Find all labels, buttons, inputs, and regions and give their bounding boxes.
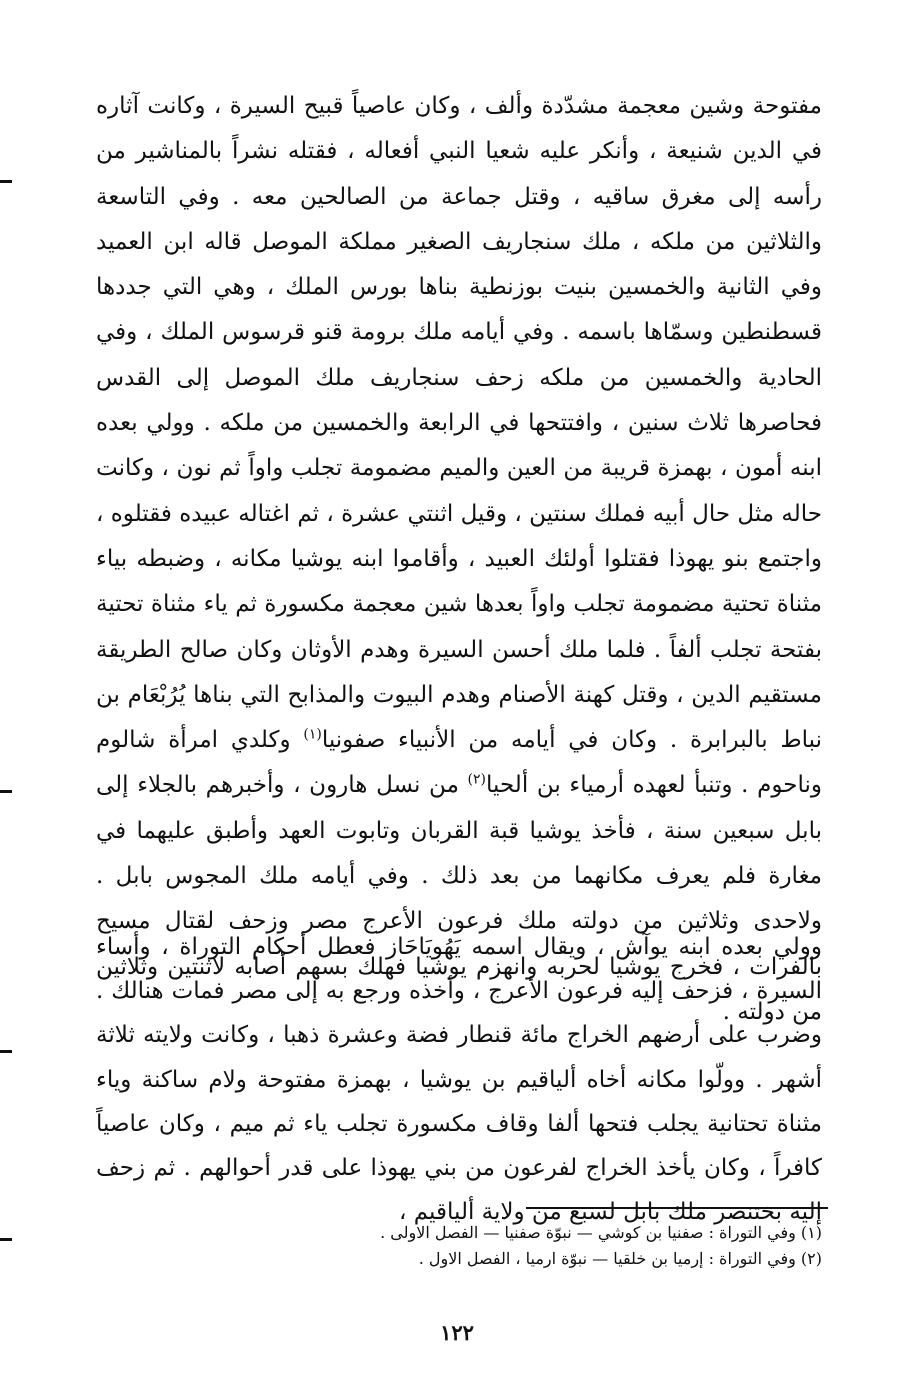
paragraph-2-text: وولي بعده ابنه يوآش ، ويقال اسمه يَهُويَاحَاز فعطل أحكام التوراة ، وأساء السيرة ، فزحف إليه فرعون الأعرج ، وأخذه ورجع به إلى مصر فمات هنالك . وضرب على أرضهم الخراج مائة قنطار فضة وعشرة ذهبا ، وكانت ولايته ثلاثة أشهر . وولّوا مكانه أخاه ألياقيم بن يوشيا ، بهمزة مفتوحة ولام ساكنة وياء مثناة تحتانية يجلب فتحها ألفا وقاف مكسورة تجلب ياء ثم ميم ، وكان عاصياً كافراً ، وكان يأخذ الخراج لفرعون من بني يهوذا على قدر أحوالهم . ثم زحف إليه بختنصر ملك بابل لسبع من ولاية ألياقيم ، <box>96 934 822 1226</box>
footnote-separator-rule <box>526 1207 828 1209</box>
page-number: ١٢٢ <box>440 1320 474 1345</box>
paragraph-1-text-b: وكلدي امرأة شالوم وناحوم . وتنبأ لعهده أرمياء بن ألحيا <box>96 727 822 799</box>
margin-mark <box>0 1238 12 1241</box>
paragraph-1-text-c: من نسل هارون ، وأخبرهم بالجلاء إلى بابل سبعين سنة ، فأخذ يوشيا قبة القربان وتابوت العهد وأطبق عليهما في مغارة فلم يعرف مكانهما من بعد ذلك . وفي أيامه ملك المجوس بابل . ولاحدى وثلاثين من دولته ملك فرعون الأعرج مصر وزحف لقتال مسيح بالفرات ، فخرج يوشيا لحربه وانهزم يوشيا فهلك بسهم أصابه لاثنتين وثلاثين من دولته . <box>96 772 822 1025</box>
main-paragraph-1 <box>96 84 822 1035</box>
paragraph-text <box>96 84 822 1035</box>
footnote-reference-2: (٢) <box>467 771 487 788</box>
margin-mark <box>0 1050 12 1053</box>
footnote-reference-1: (١) <box>303 726 322 743</box>
footnote-1: (١) وفي التوراة : صفنيا بن كوشي — نبوّة صفنيا — الفصل الاولى . <box>380 1223 822 1242</box>
footnotes <box>96 1220 822 1272</box>
paragraph-1-text-a: مفتوحة وشين معجمة مشدّدة وألف ، وكان عاصياً قبيح السيرة ، وكانت آثاره في الدين شنيعة ، وأنكر عليه شعيا النبي أفعاله ، فقتله نشراً بالمناشير من رأسه إلى مغرق ساقيه ، وقتل جماعة من الصالحين معه . وفي التاسعة والثلاثين من ملكه ، ملك سنجاريف الصغير مملكة الموصل قاله ابن العميد وفي الثانية والخمسين بنيت بوزنطية بناها بورس الملك ، وهي التي جددها قسطنطين وسمّاها باسمه . وفي أيامه ملك برومة قنو قرسوس الملك ، وفي الحادية والخمسين من ملكه زحف سنجاريف ملك الموصل إلى القدس فحاصرها ثلاث سنين ، وافتتحها في الرابعة والخمسين من ملكه . وولي بعده ابنه أمون ، بهمزة قريبة من العين والميم مضمومة تجلب واواً ثم نون ، وكانت حاله مثل حال أبيه فملك سنتين ، وقيل اثنتي عشرة ، ثم اغتاله عبيده فقتلوه ، واجتمع بنو يهوذا فقتلوا أولئك العبيد ، وأقاموا ابنه يوشيا مكانه ، وضبطه بياء مثناة تحتية مضمومة تجلب واواً بعدها شين معجمة مكسورة ثم ياء مثناة تحتية بفتحة تجلب ألفاً . فلما ملك أحسن السيرة وهدم الأوثان وكان صالح الطريقة مستقيم الدين ، وقتل كهنة الأصنام وهدم البيوت والمذابح التي بناها يُرُبْعَام بن نباط بالبرابرة . وكان في أيامه من الأنبياء صفونيا <box>96 93 823 754</box>
margin-mark <box>0 790 12 793</box>
main-paragraph-2 <box>96 925 822 1234</box>
margin-mark <box>0 180 12 183</box>
footnote-2: (٢) وفي التوراة : إرميا بن خلقيا — نبوّة ارميا ، الفصل الاول . <box>418 1249 822 1268</box>
